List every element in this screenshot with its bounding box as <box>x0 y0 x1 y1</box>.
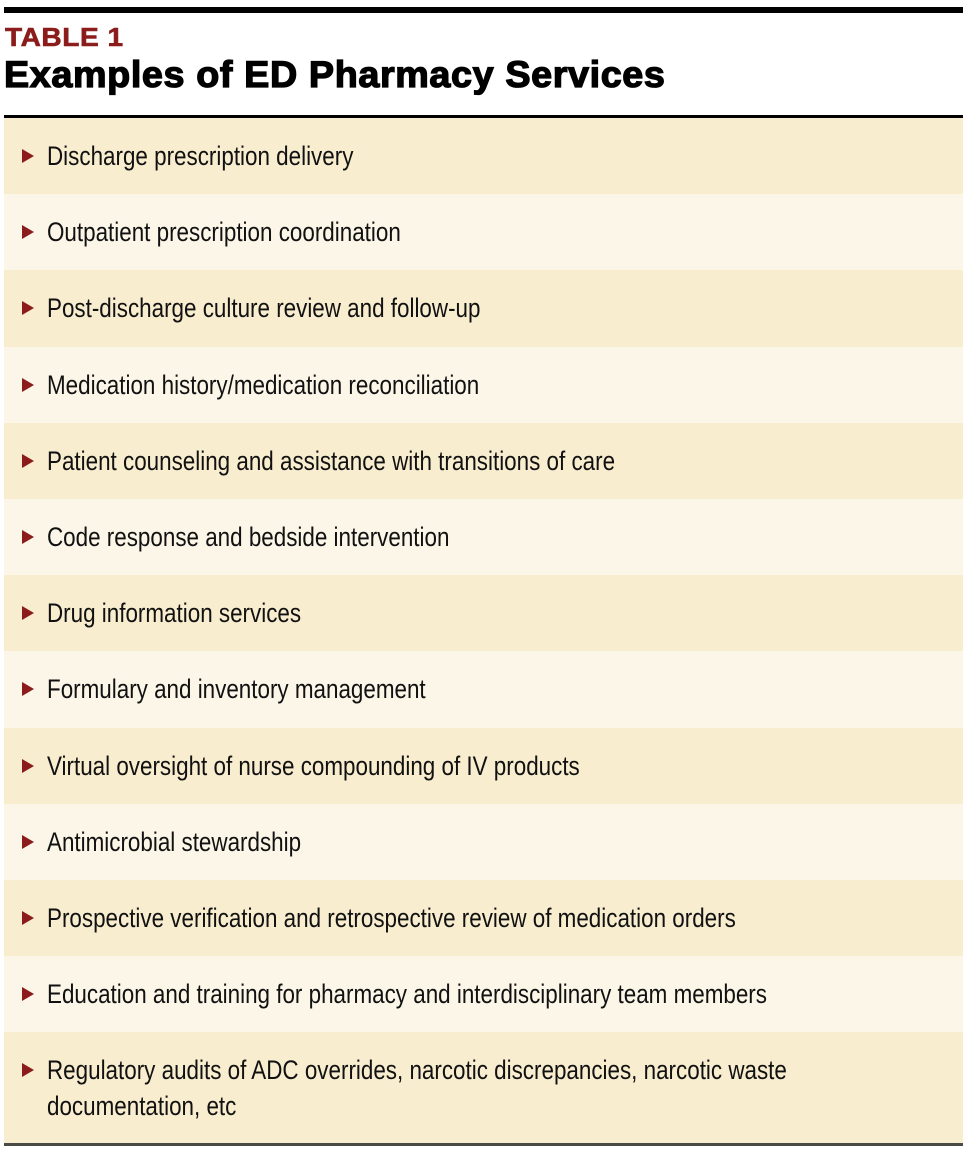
triangle-bullet-icon <box>22 149 34 163</box>
triangle-bullet-icon <box>22 301 34 315</box>
list-item-text: Antimicrobial stewardship <box>47 826 302 857</box>
list-item-text: Virtual oversight of nurse compounding of IV products <box>47 750 580 781</box>
list-item-text: Patient counseling and assistance with transitions of care <box>47 445 616 476</box>
list-item-text: Regulatory audits of ADC overrides, narcotic discrepancies, narcotic waste documentation, etc <box>47 1055 787 1122</box>
list-item <box>4 651 963 727</box>
list-item <box>4 956 963 1032</box>
list-item-text: Formulary and inventory management <box>47 674 426 705</box>
list-item-text: Code response and bedside intervention <box>47 521 450 552</box>
list-item <box>4 118 963 194</box>
list-item <box>4 1032 963 1144</box>
triangle-bullet-icon <box>22 378 34 392</box>
list-item <box>4 575 963 651</box>
triangle-bullet-icon <box>22 911 34 925</box>
triangle-bullet-icon <box>22 225 34 239</box>
services-list <box>4 118 963 1144</box>
list-item <box>4 499 963 575</box>
triangle-bullet-icon <box>22 606 34 620</box>
table-title: Examples of ED Pharmacy Services <box>4 54 666 95</box>
list-item-text: Education and training for pharmacy and interdisciplinary team members <box>47 979 767 1010</box>
triangle-bullet-icon <box>22 1063 34 1077</box>
list-item <box>4 804 963 880</box>
triangle-bullet-icon <box>22 987 34 1001</box>
triangle-bullet-icon <box>22 454 34 468</box>
list-item-text: Medication history/medication reconciliation <box>47 369 480 400</box>
list-item <box>4 347 963 423</box>
list-item-text: Prospective verification and retrospective review of medication orders <box>47 902 736 933</box>
triangle-bullet-icon <box>22 530 34 544</box>
list-item <box>4 880 963 956</box>
list-item-text: Discharge prescription delivery <box>47 141 354 171</box>
list-item <box>4 194 963 270</box>
list-item <box>4 728 963 804</box>
triangle-bullet-icon <box>22 835 34 849</box>
list-item <box>4 423 963 499</box>
list-item-text: Outpatient prescription coordination <box>47 217 401 248</box>
list-item-text: Post-discharge culture review and follow-up <box>47 293 481 324</box>
list-item <box>4 270 963 346</box>
table-label: TABLE 1 <box>5 22 124 52</box>
triangle-bullet-icon <box>22 759 34 773</box>
triangle-bullet-icon <box>22 682 34 696</box>
top-rule <box>4 7 963 13</box>
bottom-rule <box>4 1143 963 1146</box>
list-item-text: Drug information services <box>47 598 302 629</box>
